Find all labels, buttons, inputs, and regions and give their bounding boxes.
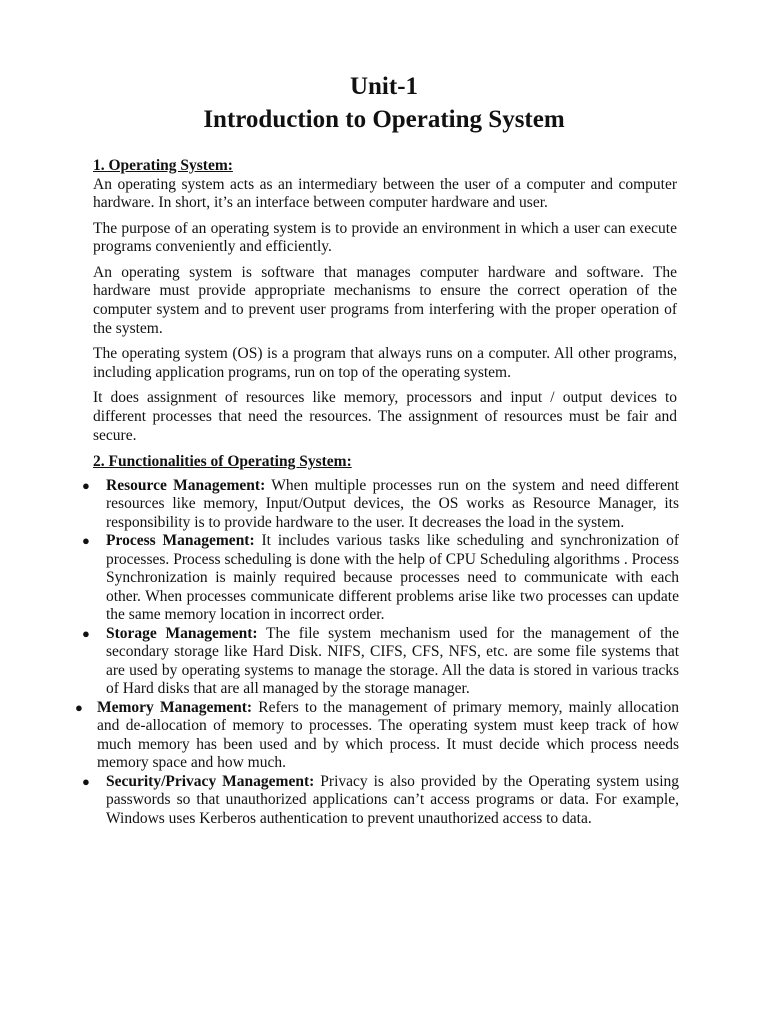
paragraph: An operating system is software that manages computer hardware and software. The hardware must provide appropriate mechanisms to ensure the correct operation of the computer system and to prevent user programs from interfering with the proper operation of the system. <box>93 263 677 337</box>
document-body <box>75 157 680 828</box>
list-item-text: The file system mechanism used for the management of the secondary storage like Hard Disk. NIFS, CIFS, CFS, NFS, etc. are some file systems that are used by operating systems to manage the storage. All the data is stored in various tracks of Hard disks that are all managed by the storage manager. <box>106 624 680 698</box>
section-heading-operating-system: 1. Operating System: <box>93 157 233 174</box>
list-item-memory-management <box>75 698 679 773</box>
list-item-term: Security/Privacy Management: <box>106 772 315 790</box>
paragraph: It does assignment of resources like memory, processors and input / output devices to different processes that need the resources. The assignment of resources must be fair and secure. <box>93 389 677 444</box>
list-item-security-privacy-management <box>82 772 679 829</box>
functionalities-list <box>75 476 680 829</box>
list-item-text: When multiple processes run on the system and need different resources like memory, Input/Output devices, the OS works as Resource Manager, its responsibility is to provide hardware to the user. It decreases the load in the system. <box>106 476 679 531</box>
paragraph: The purpose of an operating system is to provide an environment in which a user can execute programs conveniently and efficiently. <box>93 219 677 256</box>
list-item-text: Privacy is also provided by the Operating system using passwords so that unauthorized applications can’t access programs or data. For example, Windows uses Kerberos authentication to prevent unauthorized access to data. <box>106 772 679 827</box>
list-item-process-management <box>82 532 679 625</box>
bullet-icon: ● <box>75 699 83 715</box>
list-item-resource-management <box>82 476 679 533</box>
list-item-text: It includes various tasks like scheduling and synchronization of processes. Process scheduling is done with the help of CPU Scheduling algorithms . Process Synchronization is mainly required because processes need to communicate with each other. When processes communicate different problems arise like two processes can update the same memory location in incorrect order. <box>106 532 679 624</box>
paragraph: An operating system acts as an intermediary between the user of a computer and computer hardware. In short, it’s an interface between computer hardware and user. <box>93 175 677 212</box>
list-item-term: Storage Management: <box>106 624 258 642</box>
list-item-text: Refers to the management of primary memory, mainly allocation and de-allocation of memory to processes. The operating system must keep track of how much memory has been used and by which process. It must decide which process needs memory space and how much. <box>97 698 679 772</box>
bullet-icon: ● <box>82 773 90 789</box>
page-title: Introduction to Operating System <box>203 106 565 133</box>
list-item-term: Process Management: <box>106 532 255 550</box>
bullet-icon: ● <box>82 625 90 641</box>
list-item-term: Memory Management: <box>97 698 253 716</box>
paragraph: The operating system (OS) is a program that always runs on a computer. All other programs, including application programs, run on top of the operating system. <box>93 345 677 381</box>
bullet-icon: ● <box>82 533 90 549</box>
unit-title: Unit-1 <box>349 73 419 100</box>
list-item-storage-management <box>82 624 680 699</box>
section-heading-functionalities: 2. Functionalities of Operating System: <box>93 453 352 471</box>
list-item-term: Resource Management: <box>106 476 266 494</box>
bullet-icon: ● <box>82 477 90 493</box>
